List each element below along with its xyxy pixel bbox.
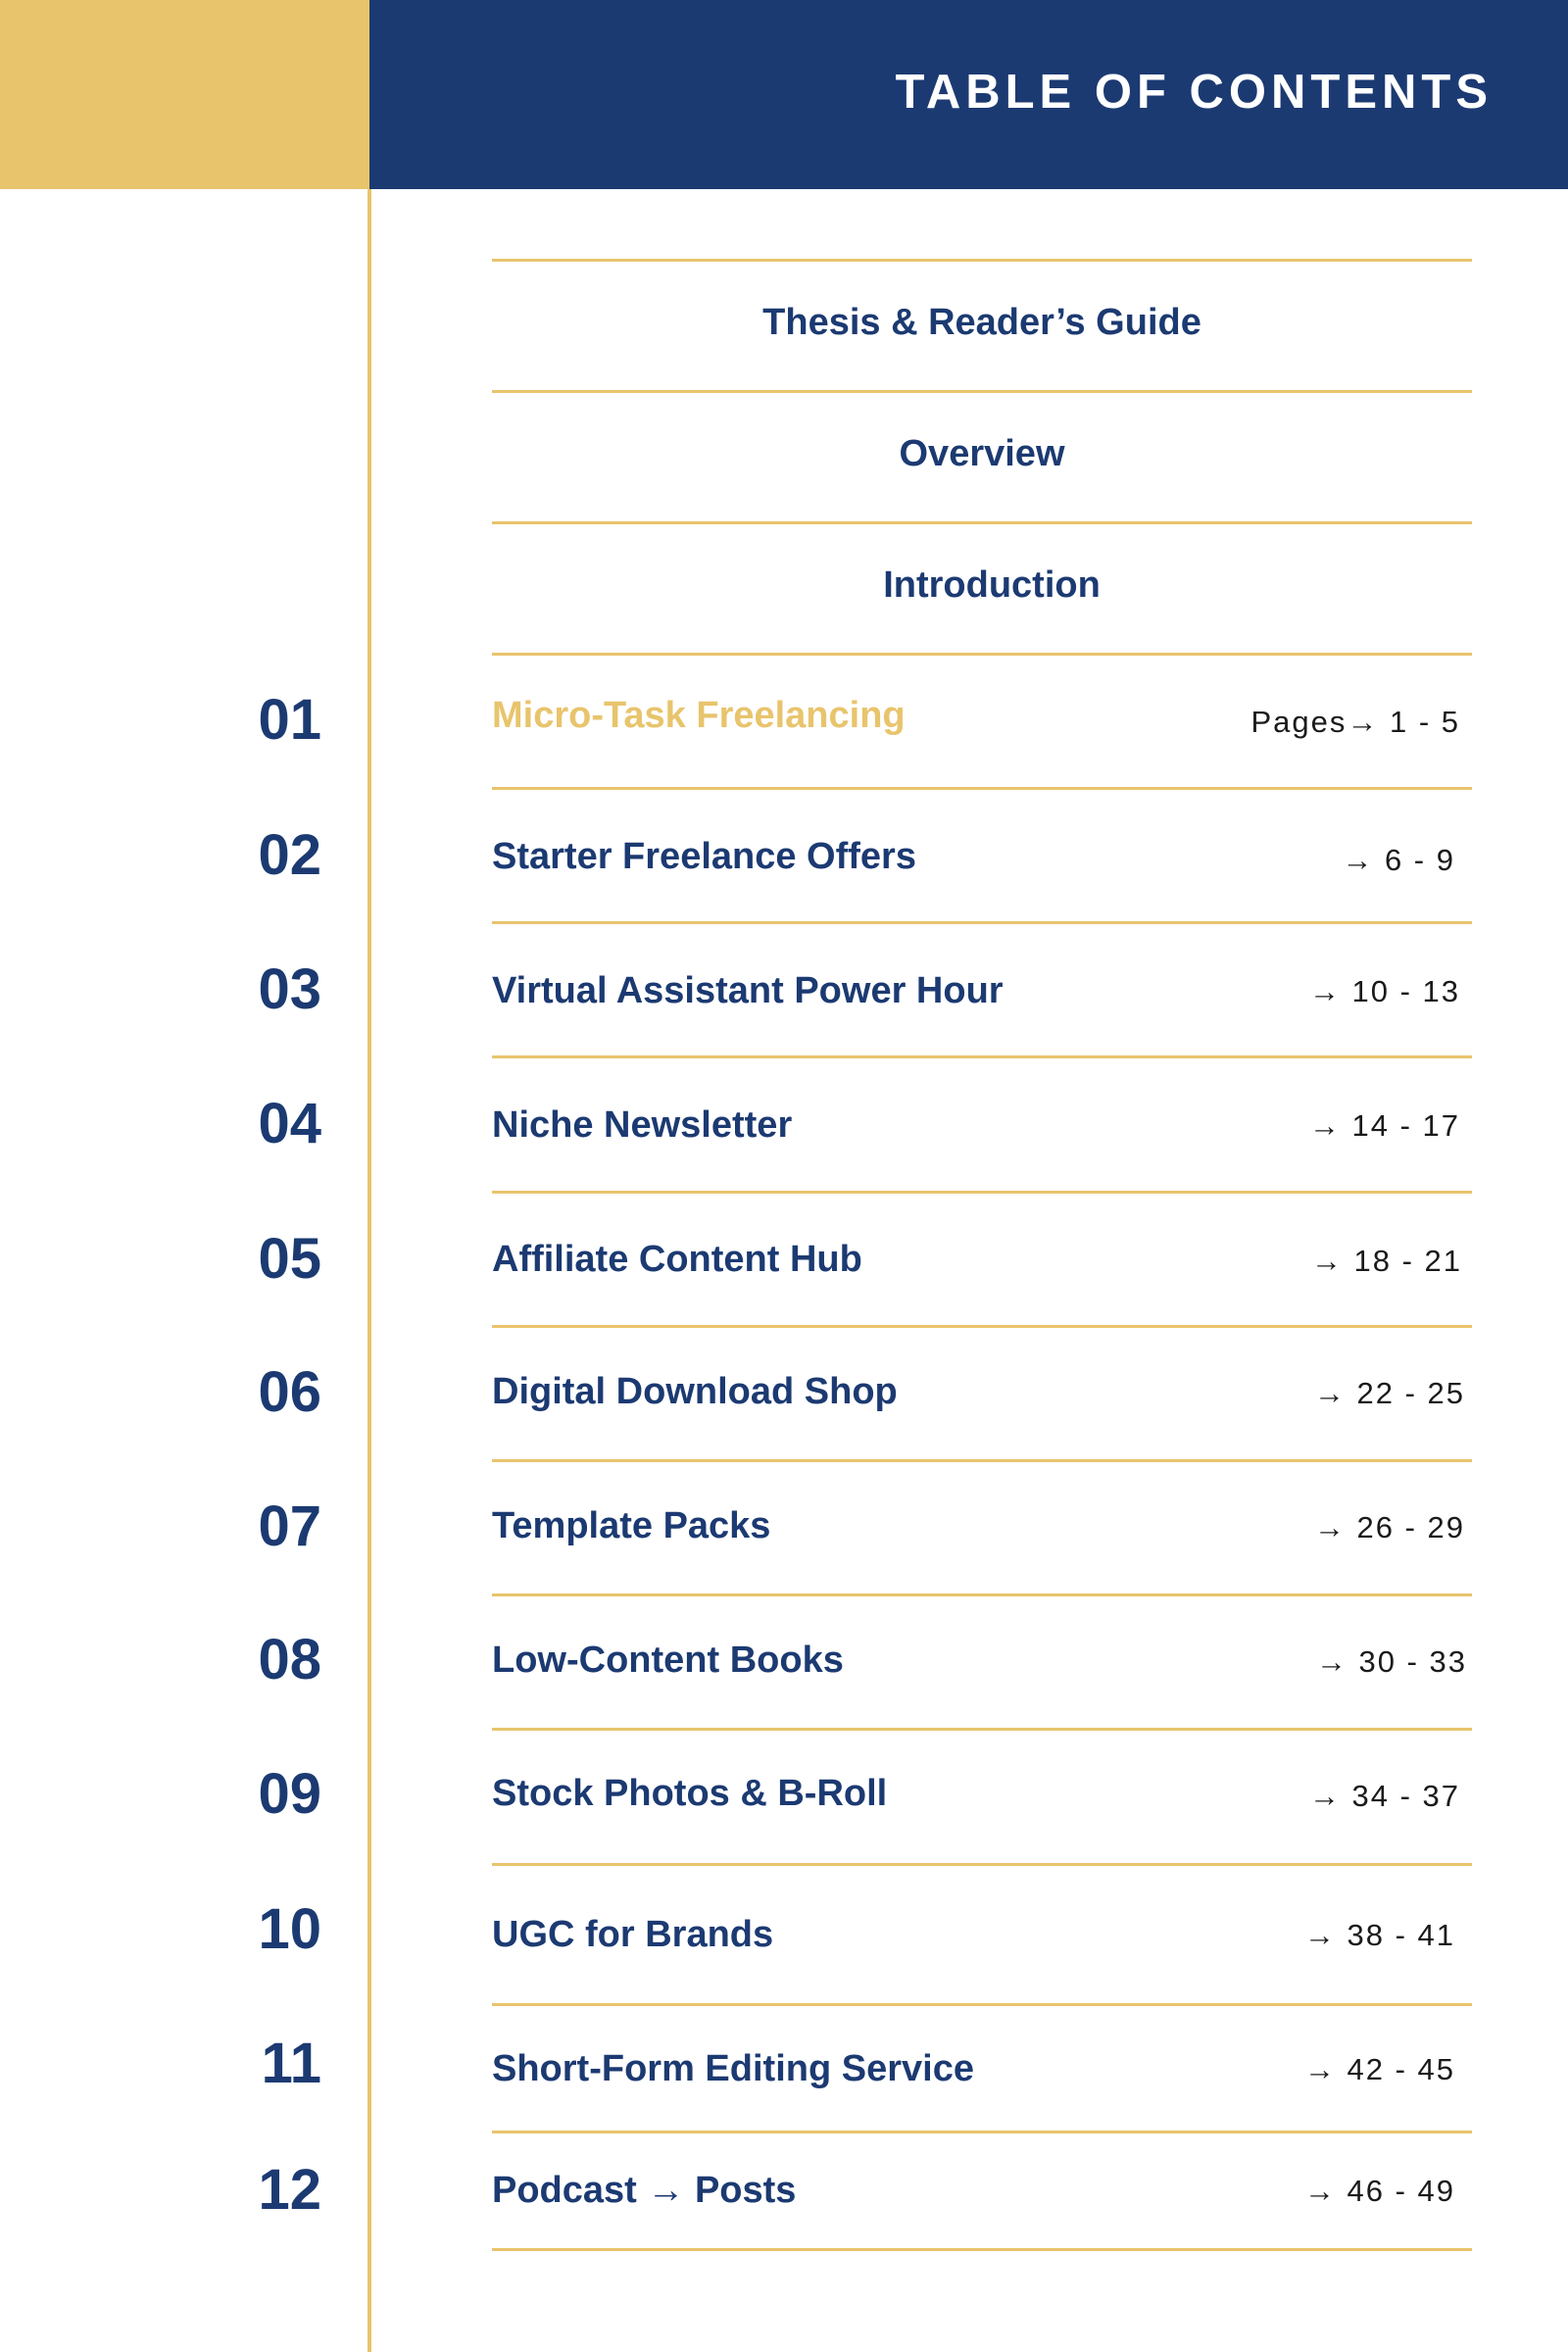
page-range: Pages→ 1 - 5	[1250, 705, 1460, 739]
page-range: → 18 - 21	[1310, 1244, 1462, 1278]
toc-item-chapter-02[interactable]: Starter Freelance Offers	[492, 836, 916, 877]
toc-item-chapter-09[interactable]: Stock Photos & B-Roll	[492, 1773, 888, 1814]
page-range: → 46 - 49	[1303, 2174, 1455, 2208]
divider-line	[492, 2003, 1472, 2006]
page-range: → 30 - 33	[1315, 1644, 1467, 1679]
divider-line	[492, 1325, 1472, 1328]
chapter-number: 08	[258, 1628, 321, 1691]
toc-item-chapter-03[interactable]: Virtual Assistant Power Hour	[492, 970, 1004, 1011]
chapter-number: 01	[258, 688, 321, 752]
chapter-number: 10	[258, 1897, 321, 1961]
chapter-number: 04	[258, 1092, 321, 1155]
toc-item-chapter-06[interactable]: Digital Download Shop	[492, 1371, 898, 1412]
divider-line	[492, 390, 1472, 393]
chapter-number: 11	[261, 2032, 321, 2095]
page-range: → 6 - 9	[1342, 843, 1455, 877]
divider-line	[492, 921, 1472, 924]
page-title: TABLE OF CONTENTS	[895, 66, 1493, 119]
toc-item-overview[interactable]: Overview	[899, 433, 1065, 474]
divider-line	[492, 259, 1472, 262]
page-range: → 26 - 29	[1313, 1510, 1465, 1544]
toc-item-chapter-12[interactable]: Podcast → Posts	[492, 2170, 797, 2211]
toc-item-thesis-readers-guide[interactable]: Thesis & Reader’s Guide	[762, 302, 1201, 343]
divider-line	[492, 2131, 1472, 2133]
chapter-number: 06	[258, 1360, 321, 1424]
divider-line	[492, 1593, 1472, 1596]
divider-line	[492, 787, 1472, 790]
vertical-divider	[368, 189, 371, 2352]
toc-item-chapter-05[interactable]: Affiliate Content Hub	[492, 1239, 862, 1280]
toc-item-chapter-10[interactable]: UGC for Brands	[492, 1914, 774, 1955]
chapter-number: 03	[258, 957, 321, 1021]
chapter-number: 07	[258, 1494, 321, 1558]
divider-line	[492, 1055, 1472, 1058]
page-range: → 14 - 17	[1308, 1108, 1460, 1143]
divider-line	[492, 521, 1472, 524]
toc-item-chapter-04[interactable]: Niche Newsletter	[492, 1104, 793, 1146]
page-range: → 34 - 37	[1308, 1779, 1460, 1813]
divider-line	[492, 1459, 1472, 1462]
page-range: → 22 - 25	[1313, 1376, 1465, 1410]
page-range: → 38 - 41	[1303, 1918, 1455, 1952]
header-accent-block	[0, 0, 369, 189]
divider-line	[492, 653, 1472, 656]
divider-line	[492, 1863, 1472, 1866]
toc-item-introduction[interactable]: Introduction	[883, 564, 1101, 606]
toc-item-chapter-07[interactable]: Template Packs	[492, 1505, 771, 1546]
chapter-number: 02	[258, 823, 321, 887]
toc-item-chapter-11[interactable]: Short-Form Editing Service	[492, 2048, 974, 2089]
toc-item-chapter-01[interactable]: Micro-Task Freelancing	[492, 695, 906, 736]
toc-item-chapter-08[interactable]: Low-Content Books	[492, 1640, 844, 1681]
page-range: → 10 - 13	[1308, 974, 1460, 1008]
chapter-number: 09	[258, 1762, 321, 1826]
chapter-number: 12	[258, 2158, 321, 2222]
chapter-number: 05	[258, 1227, 321, 1291]
divider-line	[492, 2248, 1472, 2251]
divider-line	[492, 1191, 1472, 1194]
page-range: → 42 - 45	[1303, 2052, 1455, 2086]
divider-line	[492, 1728, 1472, 1731]
